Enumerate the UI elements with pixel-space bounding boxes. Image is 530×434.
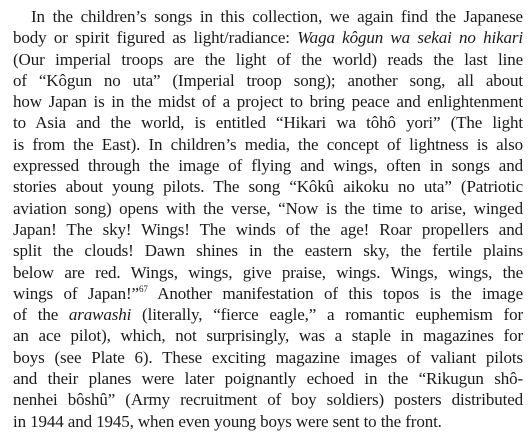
body-paragraph	[13, 6, 523, 432]
text-line	[13, 219, 523, 240]
italic-term: arawashi	[68, 305, 132, 325]
text-segment: (Our imperial troops are the light of the world) reads the last line	[13, 49, 523, 69]
text-segment: Another manifestation of this topos is the image	[147, 283, 523, 303]
text-segment: boys (see Plate 6). These exciting magazine images of valiant pilots	[13, 347, 523, 367]
text-line	[13, 176, 523, 197]
text-segment: and their planes were later poignantly echoed in the “Rikugun shô-	[13, 369, 523, 389]
italic-term: Waga kôgun wa sekai no hikari	[297, 28, 523, 48]
text-segment: body or spirit figured as light/radiance:	[13, 28, 298, 48]
text-line	[13, 6, 523, 27]
text-line	[13, 70, 523, 91]
text-line	[13, 240, 523, 261]
text-line	[13, 27, 523, 48]
text-segment: aviation song) opens with the verse, “Now is the time to arise, winged	[13, 198, 523, 218]
text-line	[13, 112, 523, 133]
text-segment: of the	[13, 305, 69, 325]
text-segment: in 1944 and 1945, when even young boys were sent to the front.	[13, 411, 442, 431]
text-line	[13, 134, 523, 155]
text-line	[13, 389, 523, 410]
text-segment: nenhei bôshû” (Army recruitment of boy soldiers) posters distributed	[13, 390, 523, 410]
text-line	[13, 198, 523, 219]
text-line	[13, 283, 523, 304]
text-segment: split the clouds! Dawn shines in the eastern sky, the fertile plains	[13, 241, 523, 261]
text-segment: stories about young pilots. The song “Kôkû aikoku no uta” (Patriotic	[13, 177, 523, 197]
footnote-reference: 67	[138, 283, 148, 294]
text-segment: expressed through the image of flying and wings, often in songs and	[13, 156, 523, 176]
text-line	[13, 91, 523, 112]
text-line	[13, 368, 523, 389]
text-segment: (literally, “fierce eagle,” a romantic euphemism for	[131, 305, 523, 325]
text-segment: of “Kôgun no uta” (Imperial troop song); another song, all about	[13, 70, 523, 90]
text-segment: Japan! The sky! Wings! The winds of the age! Roar propellers and	[13, 219, 523, 239]
text-segment: an ace pilot), which, not surprisingly, was a staple in magazines for	[13, 326, 523, 346]
text-line	[13, 262, 523, 283]
text-segment: to Asia and the world, is entitled “Hikari wa tôhô yori” (The light	[13, 113, 523, 133]
text-segment: how Japan is in the midst of a project to bring peace and enlightenment	[13, 92, 523, 112]
text-segment: wings of Japan!”	[13, 283, 139, 303]
text-line	[13, 304, 523, 325]
text-segment: below are red. Wings, wings, give praise, wings. Wings, wings, the	[13, 262, 523, 282]
text-line	[13, 325, 523, 346]
text-line	[13, 155, 523, 176]
text-segment: is from the East). In children’s media, the concept of lightness is also	[13, 134, 523, 154]
text-line	[13, 347, 523, 368]
text-line	[13, 411, 523, 432]
text-segment: In the children’s songs in this collection, we again find the Japanese	[31, 7, 523, 26]
text-line	[13, 49, 523, 70]
